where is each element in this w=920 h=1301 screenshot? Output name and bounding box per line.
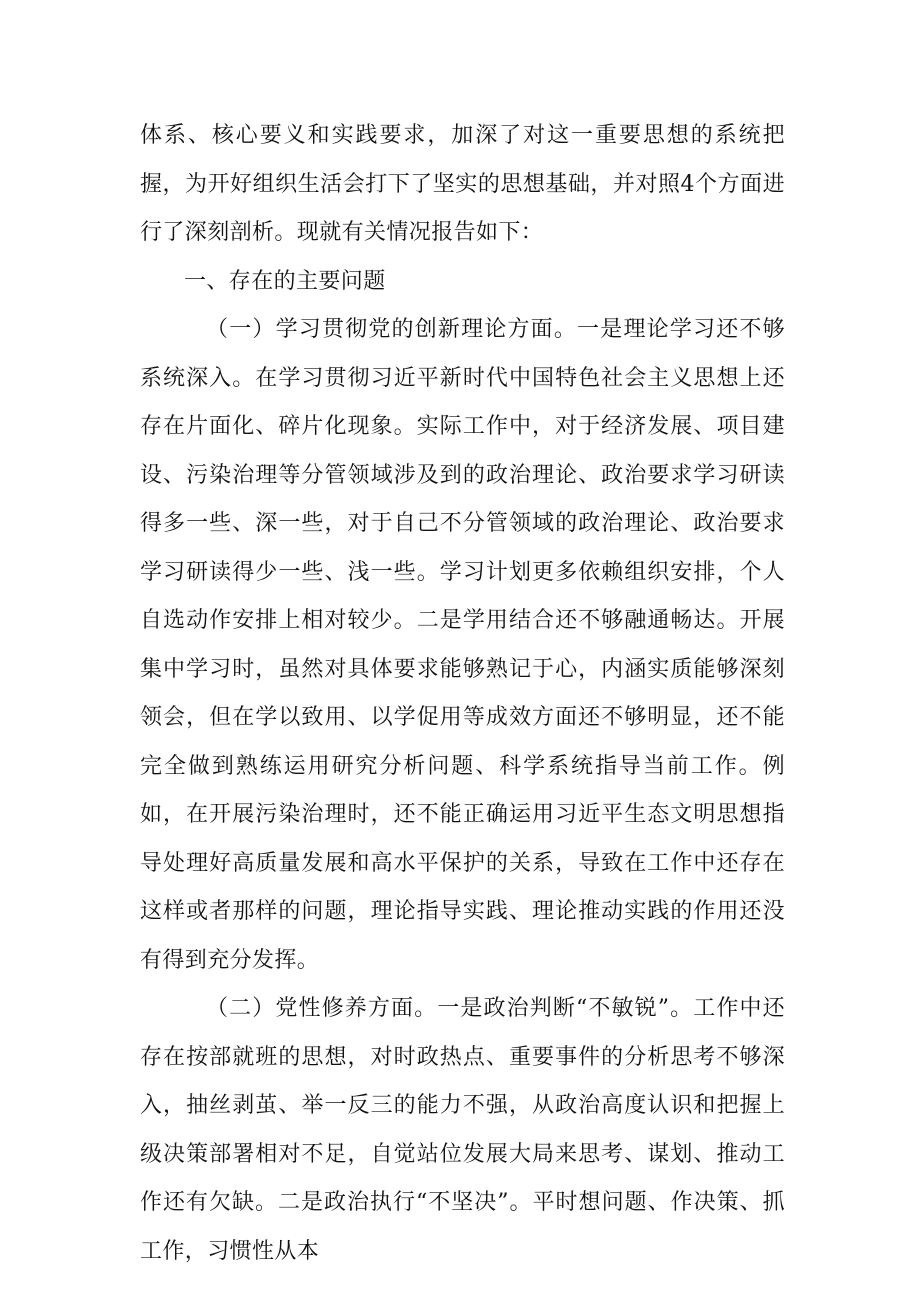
intro-paragraph: 体系、核心要义和实践要求，加深了对这一重要思想的系统把握，为开好组织生活会打下了坚实的思想基础，并对照4个方面进行了深刻剖析。现就有关情况报告如下：: [140, 123, 785, 245]
section-heading: 一、存在的主要问题: [184, 268, 386, 294]
document-body: [140, 112, 785, 1276]
subsection-theory-paragraph: （一）学习贯彻党的创新理论方面。一是理论学习还不够系统深入。在学习贯彻习近平新时代中国特色社会主义思想上还存在片面化、碎片化现象。实际工作中，对于经济发展、项目建设、污染治理等分管领域涉及到的政治理论、政治要求学习研读得多一些、深一些，对于自己不分管领域的政治理论、政治要求学习研读得少一些、浅一些。学习计划更多依赖组织安排，个人自选动作安排上相对较少。二是学用结合还不够融通畅达。开展集中学习时，虽然对具体要求能够熟记于心，内涵实质能够深刻领会，但在学以致用、以学促用等成效方面还不够明显，还不能完全做到熟练运用研究分析问题、科学系统指导当前工作。例如，在开展污染治理时，还不能正确运用习近平生态文明思想指导处理好高质量发展和高水平保护的关系，导致在工作中还存在这样或者那样的问题，理论指导实践、理论推动实践的作用还没有得到充分发挥。: [140, 317, 785, 973]
subsection-party-spirit-paragraph: （二）党性修养方面。一是政治判断“不敏锐”。工作中还存在按部就班的思想，对时政热点、重要事件的分析思考不够深入，抽丝剥茧、举一反三的能力不强，从政治高度认识和把握上级决策部署相对不足，自觉站位发展大局来思考、谋划、推动工作还有欠缺。二是政治执行“不坚决”。平时想问题、作决策、抓工作，习惯性从本: [140, 996, 785, 1264]
